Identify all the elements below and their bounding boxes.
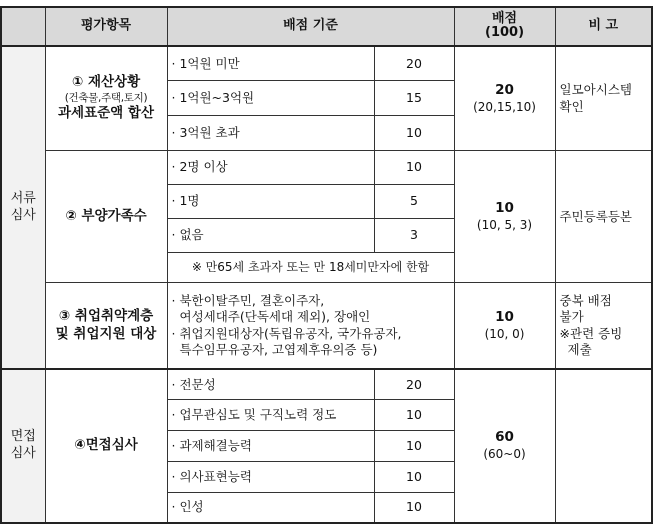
- criteria-points: 15: [374, 81, 454, 116]
- section-document-review-label-1: 서류: [10, 190, 36, 206]
- note-line: 불가: [559, 309, 584, 325]
- item-property-title: ① 재산상황: [71, 74, 141, 91]
- section-interview-label-1: 면접: [10, 429, 36, 445]
- criteria-points: 20: [374, 369, 454, 400]
- section-interview: [1, 369, 45, 523]
- item-vulnerable-score: [454, 283, 555, 369]
- criteria-label: · 없음: [167, 218, 374, 252]
- header-row: [1, 7, 652, 46]
- criteria-label: · 1억원 미만: [167, 46, 374, 81]
- criteria-points: 10: [374, 151, 454, 185]
- item-vulnerable-note: [555, 283, 652, 369]
- score-main: 10: [495, 309, 514, 326]
- item-vulnerable-criteria: [167, 283, 454, 369]
- score-sub: (10, 5, 3): [476, 217, 533, 232]
- item-vulnerable: [45, 283, 167, 369]
- score-sub: (20,15,10): [473, 99, 536, 114]
- item-interview-note: [555, 369, 652, 523]
- criteria-line: · 북한이탈주민, 결혼이주자,: [171, 293, 325, 309]
- item-dependents-score: [454, 151, 555, 283]
- item-vulnerable-title-1: ③ 취업취약계층: [58, 308, 154, 325]
- section-document-review-label-2: 심사: [10, 207, 36, 223]
- note-line: ※관련 증빙: [559, 325, 623, 341]
- criteria-label: · 업무관심도 및 구직노력 정도: [167, 400, 374, 431]
- item-property-score: [454, 46, 555, 151]
- table-row: [1, 283, 652, 369]
- item-interview-title: ④면접심사: [74, 437, 138, 454]
- criteria-points: 3: [374, 218, 454, 252]
- note-line: 중복 배점: [559, 293, 612, 309]
- table-row: [1, 151, 652, 185]
- item-dependents: [45, 151, 167, 283]
- header-item: 평가항목: [45, 7, 167, 46]
- score-sub: (10, 0): [484, 326, 525, 341]
- criteria-label: · 의사표현능력: [167, 461, 374, 492]
- header-score: [454, 7, 555, 46]
- header-corner: [1, 7, 45, 46]
- item-property-title2: 과세표준액 합산: [58, 105, 154, 122]
- note-line: 제출: [567, 341, 592, 357]
- note-line: 확인: [559, 98, 584, 114]
- score-main: 20: [495, 81, 514, 98]
- score-sub: (60~0): [483, 447, 526, 461]
- item-vulnerable-title-2: 및 취업지원 대상: [55, 325, 157, 342]
- item-interview: [45, 369, 167, 523]
- item-dependents-note: 주민등록등본: [555, 151, 652, 283]
- score-main: 60: [495, 429, 514, 446]
- criteria-label: · 전문성: [167, 369, 374, 400]
- criteria-line: 특수임무유공자, 고엽제후유의증 등): [179, 341, 378, 357]
- criteria-points: 10: [374, 461, 454, 492]
- item-property-subtitle: (건축물,주택,토지): [64, 91, 148, 104]
- header-criteria: 배점 기준: [167, 7, 454, 46]
- item-property-note: [555, 46, 652, 151]
- criteria-label: · 2명 이상: [167, 151, 374, 185]
- note-line: 일모아시스템: [559, 82, 632, 98]
- criteria-points: 5: [374, 184, 454, 218]
- item-property: [45, 46, 167, 151]
- table-row: [1, 369, 652, 400]
- dependents-footnote: ※ 만65세 초과자 또는 만 18세미만자에 한함: [167, 252, 454, 283]
- criteria-label: · 과제해결능력: [167, 431, 374, 462]
- section-document-review: [1, 46, 45, 369]
- criteria-line: 여성세대주(단독세대 제외), 장애인: [179, 309, 371, 325]
- criteria-points: 20: [374, 46, 454, 81]
- criteria-label: · 1억원~3억원: [167, 81, 374, 116]
- criteria-line: · 취업지원대상자(독립유공자, 국가유공자,: [171, 325, 402, 341]
- criteria-points: 10: [374, 431, 454, 462]
- header-score-total: (100): [485, 25, 525, 41]
- criteria-points: 10: [374, 116, 454, 151]
- criteria-label: · 인성: [167, 492, 374, 523]
- item-dependents-title: ② 부양가족수: [65, 207, 147, 224]
- header-score-label: 배점: [491, 10, 518, 26]
- item-interview-score: [454, 369, 555, 523]
- score-main: 10: [495, 200, 514, 217]
- criteria-label: · 1명: [167, 184, 374, 218]
- header-note: 비 고: [555, 7, 652, 46]
- section-interview-label-2: 심사: [10, 446, 36, 462]
- table-row: [1, 46, 652, 81]
- scoring-table: [0, 6, 653, 524]
- criteria-points: 10: [374, 492, 454, 523]
- criteria-points: 10: [374, 400, 454, 431]
- criteria-label: · 3억원 초과: [167, 116, 374, 151]
